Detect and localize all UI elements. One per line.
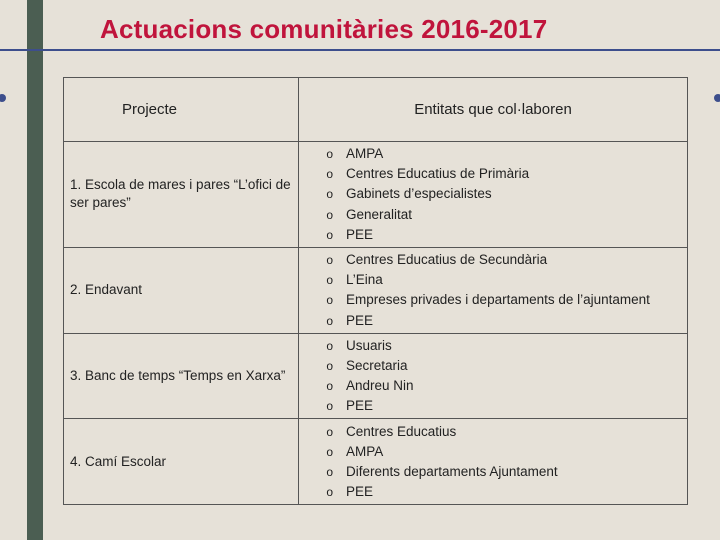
entity-label: Centres Educatius bbox=[346, 423, 457, 439]
entity-label: PEE bbox=[346, 398, 374, 414]
list-item bbox=[299, 225, 687, 245]
entities-cell bbox=[299, 419, 688, 505]
entity-label: PEE bbox=[346, 312, 374, 328]
entity-label: Generalitat bbox=[346, 206, 413, 222]
bullet-icon: o bbox=[326, 253, 333, 268]
list-item bbox=[299, 356, 687, 376]
bullet-icon: o bbox=[326, 464, 333, 479]
entity-label: Diferents departaments Ajuntament bbox=[346, 463, 558, 479]
entity-label: Centres Educatius de Primària bbox=[346, 166, 530, 182]
slide-title: Actuacions comunitàries 2016-2017 bbox=[100, 14, 548, 44]
list-item bbox=[299, 482, 687, 502]
entity-label: Gabinets d’especialistes bbox=[346, 186, 492, 202]
bullet-icon: o bbox=[326, 338, 333, 353]
list-item bbox=[299, 270, 687, 290]
project-name: 3. Banc de temps “Temps en Xarxa” bbox=[64, 333, 299, 419]
entity-label: Secretaria bbox=[346, 357, 408, 373]
entities-list bbox=[299, 421, 687, 502]
entity-label: Empreses privades i departaments de l’ajuntament bbox=[346, 292, 650, 308]
left-accent-bar bbox=[27, 0, 43, 540]
header-entities: Entitats que col·laboren bbox=[299, 78, 688, 142]
list-item bbox=[299, 462, 687, 482]
list-item bbox=[299, 336, 687, 356]
bullet-icon: o bbox=[326, 399, 333, 414]
table-row bbox=[64, 333, 688, 419]
entity-label: Centres Educatius de Secundària bbox=[346, 252, 548, 268]
bullet-icon: o bbox=[326, 273, 333, 288]
project-name: 4. Camí Escolar bbox=[64, 419, 299, 505]
title-rule bbox=[0, 49, 720, 51]
bullet-icon: o bbox=[326, 313, 333, 328]
entities-cell bbox=[299, 333, 688, 419]
bullet-icon: o bbox=[326, 187, 333, 202]
entity-label: PEE bbox=[346, 226, 374, 242]
list-item bbox=[299, 164, 687, 184]
bullet-icon: o bbox=[326, 444, 333, 459]
entities-cell bbox=[299, 247, 688, 333]
bullet-icon: o bbox=[326, 358, 333, 373]
entity-label: Andreu Nin bbox=[346, 378, 414, 394]
bullet-icon: o bbox=[326, 485, 333, 500]
entities-cell bbox=[299, 142, 688, 248]
bullet-icon: o bbox=[326, 424, 333, 439]
bullet-icon: o bbox=[326, 379, 333, 394]
actions-table bbox=[63, 77, 688, 505]
entity-label: PEE bbox=[346, 484, 374, 500]
table-row bbox=[64, 142, 688, 248]
list-item bbox=[299, 205, 687, 225]
list-item bbox=[299, 442, 687, 462]
list-item bbox=[299, 144, 687, 164]
entities-list bbox=[299, 336, 687, 417]
table-row bbox=[64, 247, 688, 333]
entity-label: AMPA bbox=[346, 443, 384, 459]
entity-label: Usuaris bbox=[346, 337, 392, 353]
entity-label: L’Eina bbox=[346, 272, 383, 288]
list-item bbox=[299, 396, 687, 416]
list-item bbox=[299, 290, 687, 310]
list-item bbox=[299, 376, 687, 396]
bullet-icon: o bbox=[326, 147, 333, 162]
table-header-row bbox=[64, 78, 688, 142]
bullet-icon: o bbox=[326, 227, 333, 242]
list-item bbox=[299, 184, 687, 204]
bullet-icon: o bbox=[326, 293, 333, 308]
table-row bbox=[64, 419, 688, 505]
bullet-icon: o bbox=[326, 167, 333, 182]
list-item bbox=[299, 311, 687, 331]
project-name: 1. Escola de mares i pares “L’ofici de ser pares” bbox=[64, 142, 299, 248]
entities-list bbox=[299, 250, 687, 331]
bullet-icon: o bbox=[326, 207, 333, 222]
table-body bbox=[64, 142, 688, 505]
entities-list bbox=[299, 144, 687, 245]
entity-label: AMPA bbox=[346, 146, 384, 162]
list-item bbox=[299, 421, 687, 441]
rule-left-dot bbox=[0, 94, 6, 102]
rule-right-dot bbox=[714, 94, 720, 102]
project-name: 2. Endavant bbox=[64, 247, 299, 333]
header-project: Projecte bbox=[64, 78, 299, 142]
list-item bbox=[299, 250, 687, 270]
